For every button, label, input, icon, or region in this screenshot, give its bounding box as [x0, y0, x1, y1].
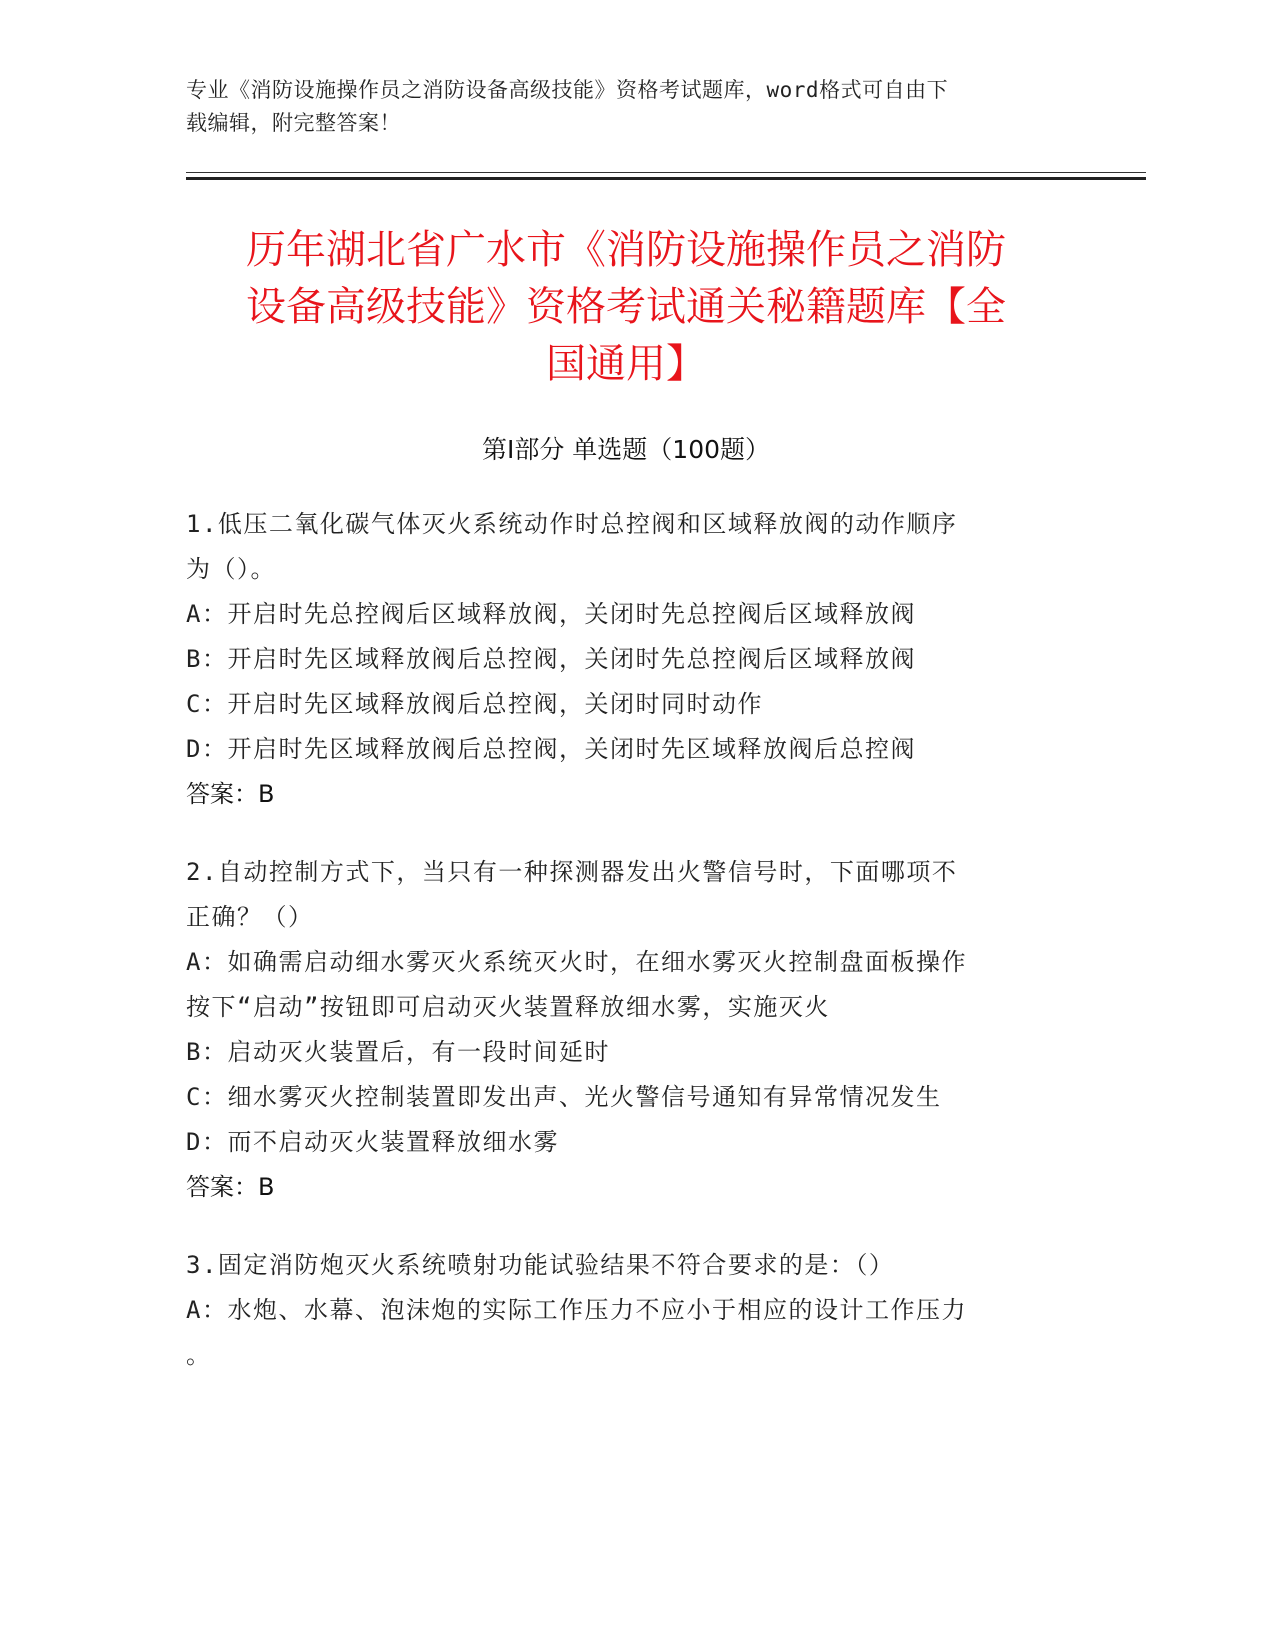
- option-a: A：水炮、水幕、泡沫炮的实际工作压力不应小于相应的设计工作压力: [186, 1296, 967, 1324]
- header-note-line-1: 专业《消防设施操作员之消防设备高级技能》资格考试题库，word格式可自由下: [186, 78, 949, 102]
- question-stem: 1.低压二氧化碳气体灭火系统动作时总控阀和区域释放阀的动作顺序: [186, 510, 958, 538]
- option-a: A：开启时先总控阀后区域释放阀，关闭时先总控阀后区域释放阀: [186, 600, 916, 628]
- question-2: [186, 850, 1066, 1210]
- document-title-line-1: 历年湖北省广水市《消防设施操作员之消防: [246, 227, 1006, 273]
- header-note-line-2: 载编辑，附完整答案！: [186, 111, 401, 135]
- document-title-line-2: 设备高级技能》资格考试通关秘籍题库【全: [246, 284, 1006, 330]
- option-d: D：开启时先区域释放阀后总控阀，关闭时先区域释放阀后总控阀: [186, 735, 916, 763]
- answer: 答案：B: [186, 780, 275, 808]
- option-a-continued: 。: [186, 1341, 212, 1369]
- option-a-continued: 按下“启动”按钮即可启动灭火装置释放细水雾，实施灭火: [186, 993, 830, 1021]
- header-divider-thin: [186, 172, 1146, 173]
- option-c: C：开启时先区域释放阀后总控阀，关闭时同时动作: [186, 690, 763, 718]
- header-divider-thick: [186, 177, 1146, 180]
- option-a: A：如确需启动细水雾灭火系统灭火时，在细水雾灭火控制盘面板操作: [186, 948, 967, 976]
- section-heading: 第I部分 单选题（100题）: [481, 435, 771, 464]
- option-c: C：细水雾灭火控制装置即发出声、光火警信号通知有异常情况发生: [186, 1083, 942, 1111]
- answer: 答案：B: [186, 1173, 275, 1201]
- option-b: B：启动灭火装置后，有一段时间延时: [186, 1038, 610, 1066]
- question-3: [186, 1243, 1066, 1378]
- question-stem: 2.自动控制方式下，当只有一种探测器发出火警信号时，下面哪项不: [186, 858, 958, 886]
- question-stem: 正确？（）: [186, 903, 314, 931]
- document-title: [186, 222, 1066, 393]
- document-title-line-3: 国通用】: [546, 341, 706, 387]
- header-note: [186, 74, 1066, 140]
- question-stem: 3.固定消防炮灭火系统喷射功能试验结果不符合要求的是：（）: [186, 1251, 895, 1279]
- option-b: B：开启时先区域释放阀后总控阀，关闭时先总控阀后区域释放阀: [186, 645, 916, 673]
- question-1: [186, 502, 1066, 817]
- option-d: D：而不启动灭火装置释放细水雾: [186, 1128, 559, 1156]
- question-stem: 为（）。: [186, 555, 276, 583]
